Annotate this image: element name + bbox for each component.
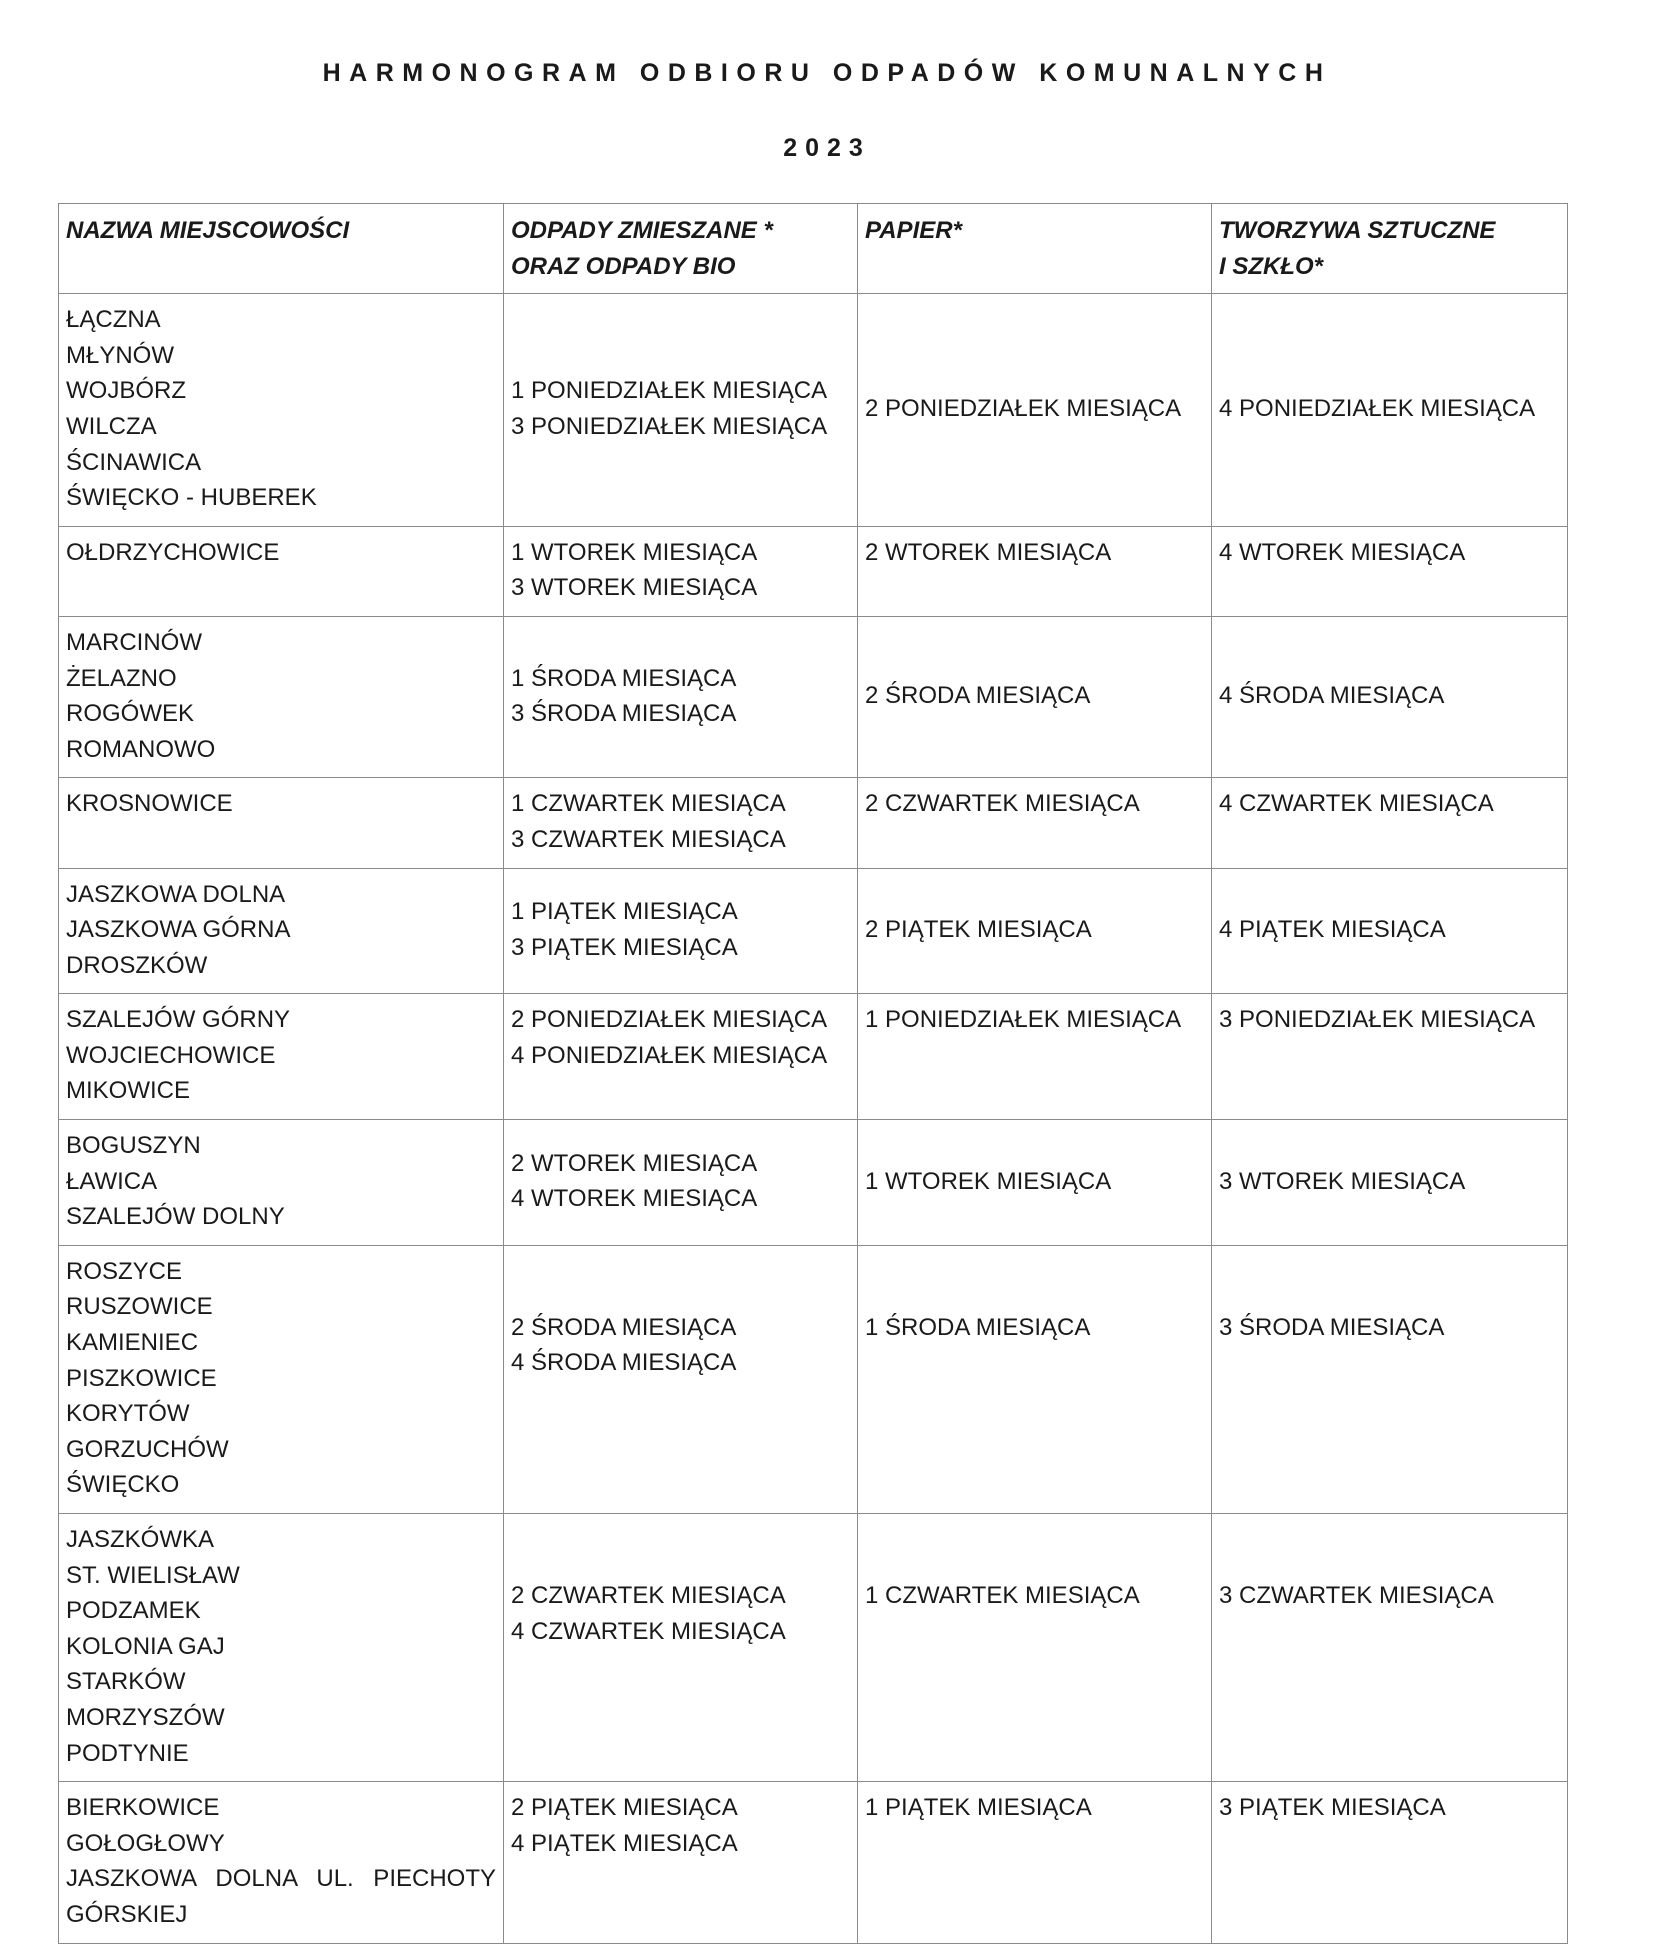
document-year: 2023 [783,134,871,162]
place-name: PODTYNIE [66,1739,189,1767]
place-names-cell [59,1245,504,1513]
paper-cell [858,868,1212,994]
plastic-glass-cell [1212,294,1568,527]
place-names-cell [59,616,504,777]
place-name: SZALEJÓW DOLNY [66,1203,285,1231]
place-name: MŁYNÓW [66,341,174,369]
collection-day: 3 WTOREK MIESIĄCA [1219,1167,1466,1195]
collection-day: 2 WTOREK MIESIĄCA [511,1149,758,1177]
table-row [59,868,1568,994]
collection-day: 2 WTOREK MIESIĄCA [865,538,1112,566]
place-name: ŁAWICA [66,1167,158,1195]
place-name: PODZAMEK [66,1597,201,1625]
place-name: ŚWIĘCKO - HUBEREK [66,484,317,512]
collection-day: 3 PIĄTEK MIESIĄCA [511,933,738,961]
place-name: OŁDRZYCHOWICE [66,538,280,566]
table-row [59,616,1568,777]
collection-day: 3 CZWARTEK MIESIĄCA [1219,1582,1494,1609]
collection-day: 1 PONIEDZIAŁEK MIESIĄCA [511,377,828,405]
header-line: NAZWA MIEJSCOWOŚCI [66,217,350,244]
paper-cell [858,294,1212,527]
mixed-waste-cell [504,1245,858,1513]
table-row [59,1120,1568,1246]
header-line: TWORZYWA SZTUCZNE [1219,217,1496,244]
place-name: GORZUCHÓW [66,1435,229,1463]
paper-cell [858,1120,1212,1246]
collection-day: 2 ŚRODA MIESIĄCA [511,1313,737,1341]
collection-day: 1 PIĄTEK MIESIĄCA [511,898,738,926]
place-name: WOJBÓRZ [66,377,186,405]
collection-day: 2 CZWARTEK MIESIĄCA [865,790,1140,818]
header-line: ORAZ ODPADY BIO [511,252,736,280]
plastic-glass-cell [1212,868,1568,994]
place-name: GÓRSKIEJ [66,1900,188,1928]
collection-day: 2 PONIEDZIAŁEK MIESIĄCA [511,1006,828,1034]
header-plastic-glass [1212,204,1568,294]
place-names-cell [59,1782,504,1943]
table-row [59,778,1568,868]
place-name: ROGÓWEK [66,700,195,728]
place-name: KOLONIA GAJ [66,1632,225,1660]
plastic-glass-cell [1212,994,1568,1120]
collection-day: 1 WTOREK MIESIĄCA [865,1167,1112,1195]
place-name: ŁĄCZNA [66,306,161,334]
place-names-cell [59,294,504,527]
mixed-waste-cell [504,616,858,777]
plastic-glass-cell [1212,1245,1568,1513]
place-name: DROSZKÓW [66,951,208,979]
mixed-waste-cell [504,294,858,527]
mixed-waste-cell [504,994,858,1120]
place-names-cell [59,1514,504,1782]
table-row [59,294,1568,527]
plastic-glass-cell [1212,778,1568,868]
collection-day: 4 CZWARTEK MIESIĄCA [511,1617,786,1645]
collection-day: 4 ŚRODA MIESIĄCA [511,1349,737,1377]
plastic-glass-cell [1212,1782,1568,1943]
place-name: KAMIENIEC [66,1329,199,1357]
place-name: MORZYSZÓW [66,1703,225,1731]
paper-cell [858,616,1212,777]
mixed-waste-cell [504,526,858,616]
place-names-cell [59,778,504,868]
header-line: ODPADY ZMIESZANE * [511,217,773,244]
collection-day: 3 PONIEDZIAŁEK MIESIĄCA [1219,1006,1536,1034]
collection-day: 2 CZWARTEK MIESIĄCA [511,1582,786,1609]
place-names-cell [59,994,504,1120]
plastic-glass-cell [1212,1514,1568,1782]
collection-day: 2 PIĄTEK MIESIĄCA [511,1794,738,1822]
place-name: JASZKOWA DOLNA UL. PIECHOTY [66,1865,496,1893]
collection-day: 3 CZWARTEK MIESIĄCA [511,825,786,853]
collection-day: 1 CZWARTEK MIESIĄCA [865,1582,1140,1609]
place-name: MARCINÓW [66,628,202,656]
place-name: PISZKOWICE [66,1364,217,1392]
place-name: WOJCIECHOWICE [66,1041,276,1069]
place-name: BOGUSZYN [66,1132,201,1160]
collection-day: 3 WTOREK MIESIĄCA [511,574,758,602]
place-name: ŚCINAWICA [66,448,202,476]
collection-day: 1 PIĄTEK MIESIĄCA [865,1794,1092,1822]
plastic-glass-cell [1212,1120,1568,1246]
collection-day: 4 PONIEDZIAŁEK MIESIĄCA [1219,395,1536,423]
place-name: ŚWIĘCKO [66,1471,180,1499]
paper-cell [858,1782,1212,1943]
mixed-waste-cell [504,868,858,994]
paper-cell [858,526,1212,616]
collection-day: 4 WTOREK MIESIĄCA [511,1185,758,1213]
collection-day: 1 PONIEDZIAŁEK MIESIĄCA [865,1006,1182,1034]
table-row [59,994,1568,1120]
paper-cell [858,994,1212,1120]
place-names-cell [59,1120,504,1246]
plastic-glass-cell [1212,616,1568,777]
collection-day: 3 PONIEDZIAŁEK MIESIĄCA [511,412,828,440]
header-place-name [59,204,504,294]
place-name: MIKOWICE [66,1077,190,1105]
collection-day: 1 WTOREK MIESIĄCA [511,538,758,566]
mixed-waste-cell [504,778,858,868]
place-name: ROSZYCE [66,1257,183,1285]
place-name: BIERKOWICE [66,1794,220,1822]
place-name: JASZKÓWKA [66,1526,215,1553]
place-name: WILCZA [66,412,157,440]
mixed-waste-cell [504,1514,858,1782]
header-mixed-waste [504,204,858,294]
schedule-table [58,203,1568,1944]
place-name: SZALEJÓW GÓRNY [66,1006,291,1034]
document-title: HARMONOGRAM ODBIORU ODPADÓW KOMUNALNYCH [322,59,1332,87]
paper-cell [858,1245,1212,1513]
collection-day: 1 ŚRODA MIESIĄCA [865,1313,1091,1341]
place-name: STARKÓW [66,1668,186,1696]
table-row [59,1514,1568,1782]
table-row [59,1782,1568,1943]
place-name: RUSZOWICE [66,1293,213,1321]
collection-day: 4 CZWARTEK MIESIĄCA [1219,790,1494,818]
place-names-cell [59,526,504,616]
collection-day: 3 ŚRODA MIESIĄCA [511,700,737,728]
header-line: PAPIER* [865,217,962,244]
collection-day: 4 ŚRODA MIESIĄCA [1219,682,1445,710]
mixed-waste-cell [504,1782,858,1943]
place-name: JASZKOWA DOLNA [66,880,286,908]
table-row [59,526,1568,616]
place-name: KORYTÓW [66,1400,190,1428]
collection-day: 1 CZWARTEK MIESIĄCA [511,790,786,818]
collection-day: 4 PIĄTEK MIESIĄCA [511,1829,738,1857]
table-body [59,294,1568,1943]
header-paper [858,204,1212,294]
place-name: JASZKOWA GÓRNA [66,916,291,944]
paper-cell [858,1514,1212,1782]
collection-day: 2 PONIEDZIAŁEK MIESIĄCA [865,395,1182,423]
collection-day: 1 ŚRODA MIESIĄCA [511,664,737,692]
collection-day: 3 ŚRODA MIESIĄCA [1219,1313,1445,1341]
collection-day: 2 PIĄTEK MIESIĄCA [865,916,1092,944]
collection-day: 3 PIĄTEK MIESIĄCA [1219,1794,1446,1822]
mixed-waste-cell [504,1120,858,1246]
collection-day: 4 WTOREK MIESIĄCA [1219,538,1466,566]
place-name: ST. WIELISŁAW [66,1561,240,1589]
place-names-cell [59,868,504,994]
table-header [59,204,1568,294]
place-name: GOŁOGŁOWY [66,1829,225,1857]
table-row [59,1245,1568,1513]
place-name: ŻELAZNO [66,664,177,692]
place-name: ROMANOWO [66,735,216,763]
place-name: KROSNOWICE [66,790,233,818]
plastic-glass-cell [1212,526,1568,616]
header-line: I SZKŁO* [1219,252,1324,280]
collection-day: 4 PONIEDZIAŁEK MIESIĄCA [511,1041,828,1069]
paper-cell [858,778,1212,868]
collection-day: 4 PIĄTEK MIESIĄCA [1219,916,1446,944]
collection-day: 2 ŚRODA MIESIĄCA [865,682,1091,710]
header-row [59,204,1568,294]
